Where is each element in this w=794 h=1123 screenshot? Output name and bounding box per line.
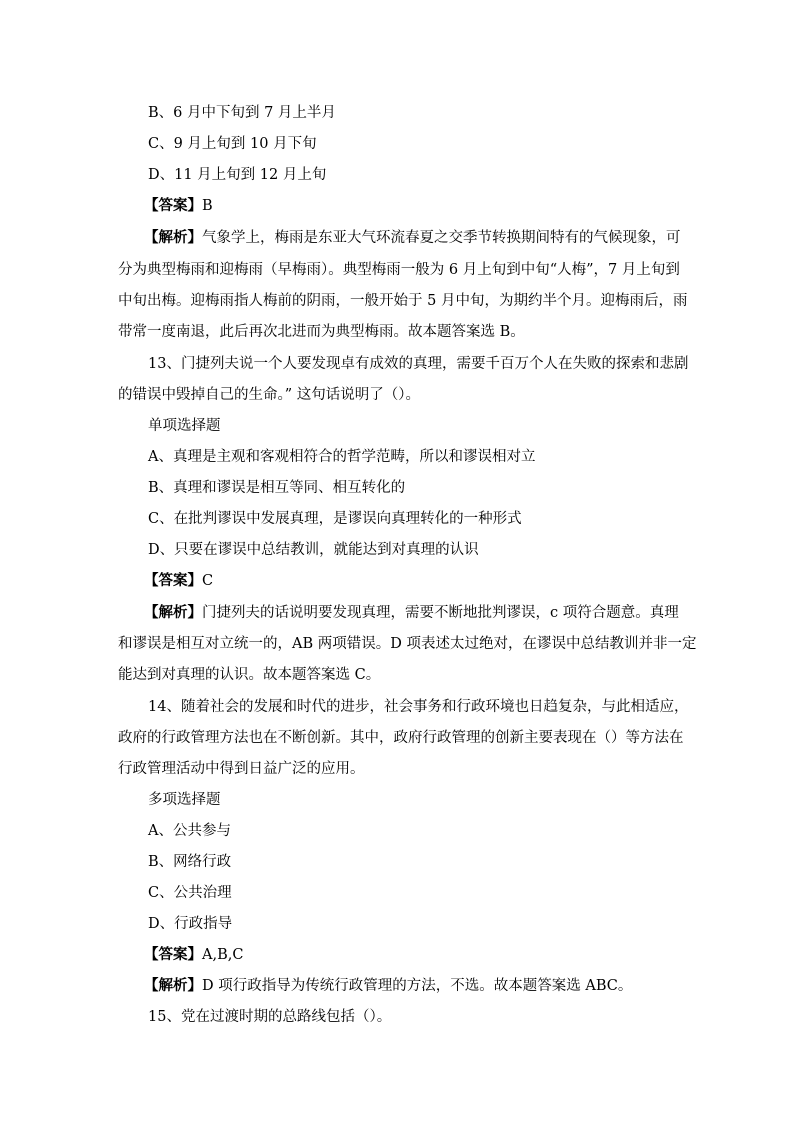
q12-option-b: B、6 月中下旬到 7 月上半月 xyxy=(148,105,336,121)
answer-label: 【答案】 xyxy=(144,946,202,963)
q12-analysis-line-1 xyxy=(0,228,794,248)
q13-option-d: D、只要在谬误中总结教训，就能达到对真理的认识 xyxy=(148,542,479,558)
q13-question-type: 单项选择题 xyxy=(148,418,221,434)
q14-stem-line-1: 14、随着社会的发展和时代的进步，社会事务和行政环境也日趋复杂，与此相适应， xyxy=(148,699,689,715)
analysis-text: D 项行政指导为传统行政管理的方法，不选。故本题答案选 ABC。 xyxy=(202,978,633,994)
q13-answer xyxy=(0,571,794,591)
q13-option-b: B、真理和谬误是相互等同、相互转化的 xyxy=(148,480,406,496)
q13-analysis-line-2: 和谬误是相互对立统一的，AB 两项错误。D 项表述太过绝对，在谬误中总结教训并非一定 xyxy=(118,636,697,652)
answer-value: C xyxy=(202,573,214,589)
analysis-text: 气象学上，梅雨是东亚大气环流春夏之交季节转换期间特有的气候现象，可 xyxy=(202,230,681,246)
q13-analysis-line-1 xyxy=(0,603,794,623)
q13-stem-line-2: 的错误中毁掉自己的生命。” 这句话说明了（）。 xyxy=(118,387,421,403)
q14-question-type: 多项选择题 xyxy=(148,792,221,808)
analysis-label: 【解析】 xyxy=(144,977,202,994)
q14-option-d: D、行政指导 xyxy=(148,916,233,932)
q12-option-d: D、11 月上旬到 12 月上旬 xyxy=(148,167,327,183)
analysis-label: 【解析】 xyxy=(144,604,202,621)
q13-option-a: A、真理是主观和客观相符合的哲学范畴，所以和谬误相对立 xyxy=(148,449,536,465)
q13-analysis-line-3: 能达到对真理的认识。故本题答案选 C。 xyxy=(118,667,381,683)
answer-label: 【答案】 xyxy=(144,197,202,214)
q14-option-c: C、公共治理 xyxy=(148,885,232,901)
q12-answer xyxy=(0,196,794,216)
q13-option-c: C、在批判谬误中发展真理，是谬误向真理转化的一种形式 xyxy=(148,511,522,527)
q14-stem-line-2: 政府的行政管理方法也在不断创新。其中，政府行政管理的创新主要表现在（）等方法在 xyxy=(118,730,684,746)
q14-answer xyxy=(0,945,794,965)
q14-option-b: B、网络行政 xyxy=(148,854,232,870)
q14-stem-line-3: 行政管理活动中得到日益广泛的应用。 xyxy=(118,761,365,777)
answer-value: B xyxy=(202,198,213,214)
q15-stem-line-1: 15、党在过渡时期的总路线包括（）。 xyxy=(148,1009,392,1025)
q12-analysis-line-2: 分为典型梅雨和迎梅雨（早梅雨）。典型梅雨一般为 6 月上旬到中旬“人梅”，7 月上旬到 xyxy=(118,262,680,278)
analysis-text: 门捷列夫的话说明要发现真理，需要不断地批判谬误，c 项符合题意。真理 xyxy=(202,605,679,621)
answer-label: 【答案】 xyxy=(144,572,202,589)
answer-value: A,B,C xyxy=(202,947,244,963)
q12-option-c: C、9 月上旬到 10 月下旬 xyxy=(148,136,317,152)
analysis-label: 【解析】 xyxy=(144,229,202,246)
q13-stem-line-1: 13、门捷列夫说一个人要发现卓有成效的真理，需要千百万个人在失败的探索和悲剧 xyxy=(148,356,689,372)
q14-option-a: A、公共参与 xyxy=(148,823,231,839)
q12-analysis-line-3: 中旬出梅。迎梅雨指人梅前的阴雨，一般开始于 5 月中旬，为期约半个月。迎梅雨后，雨 xyxy=(118,293,688,309)
q14-analysis-line-1 xyxy=(0,976,794,996)
q12-analysis-line-4: 带常一度南退，此后再次北进而为典型梅雨。故本题答案选 B。 xyxy=(118,324,525,340)
